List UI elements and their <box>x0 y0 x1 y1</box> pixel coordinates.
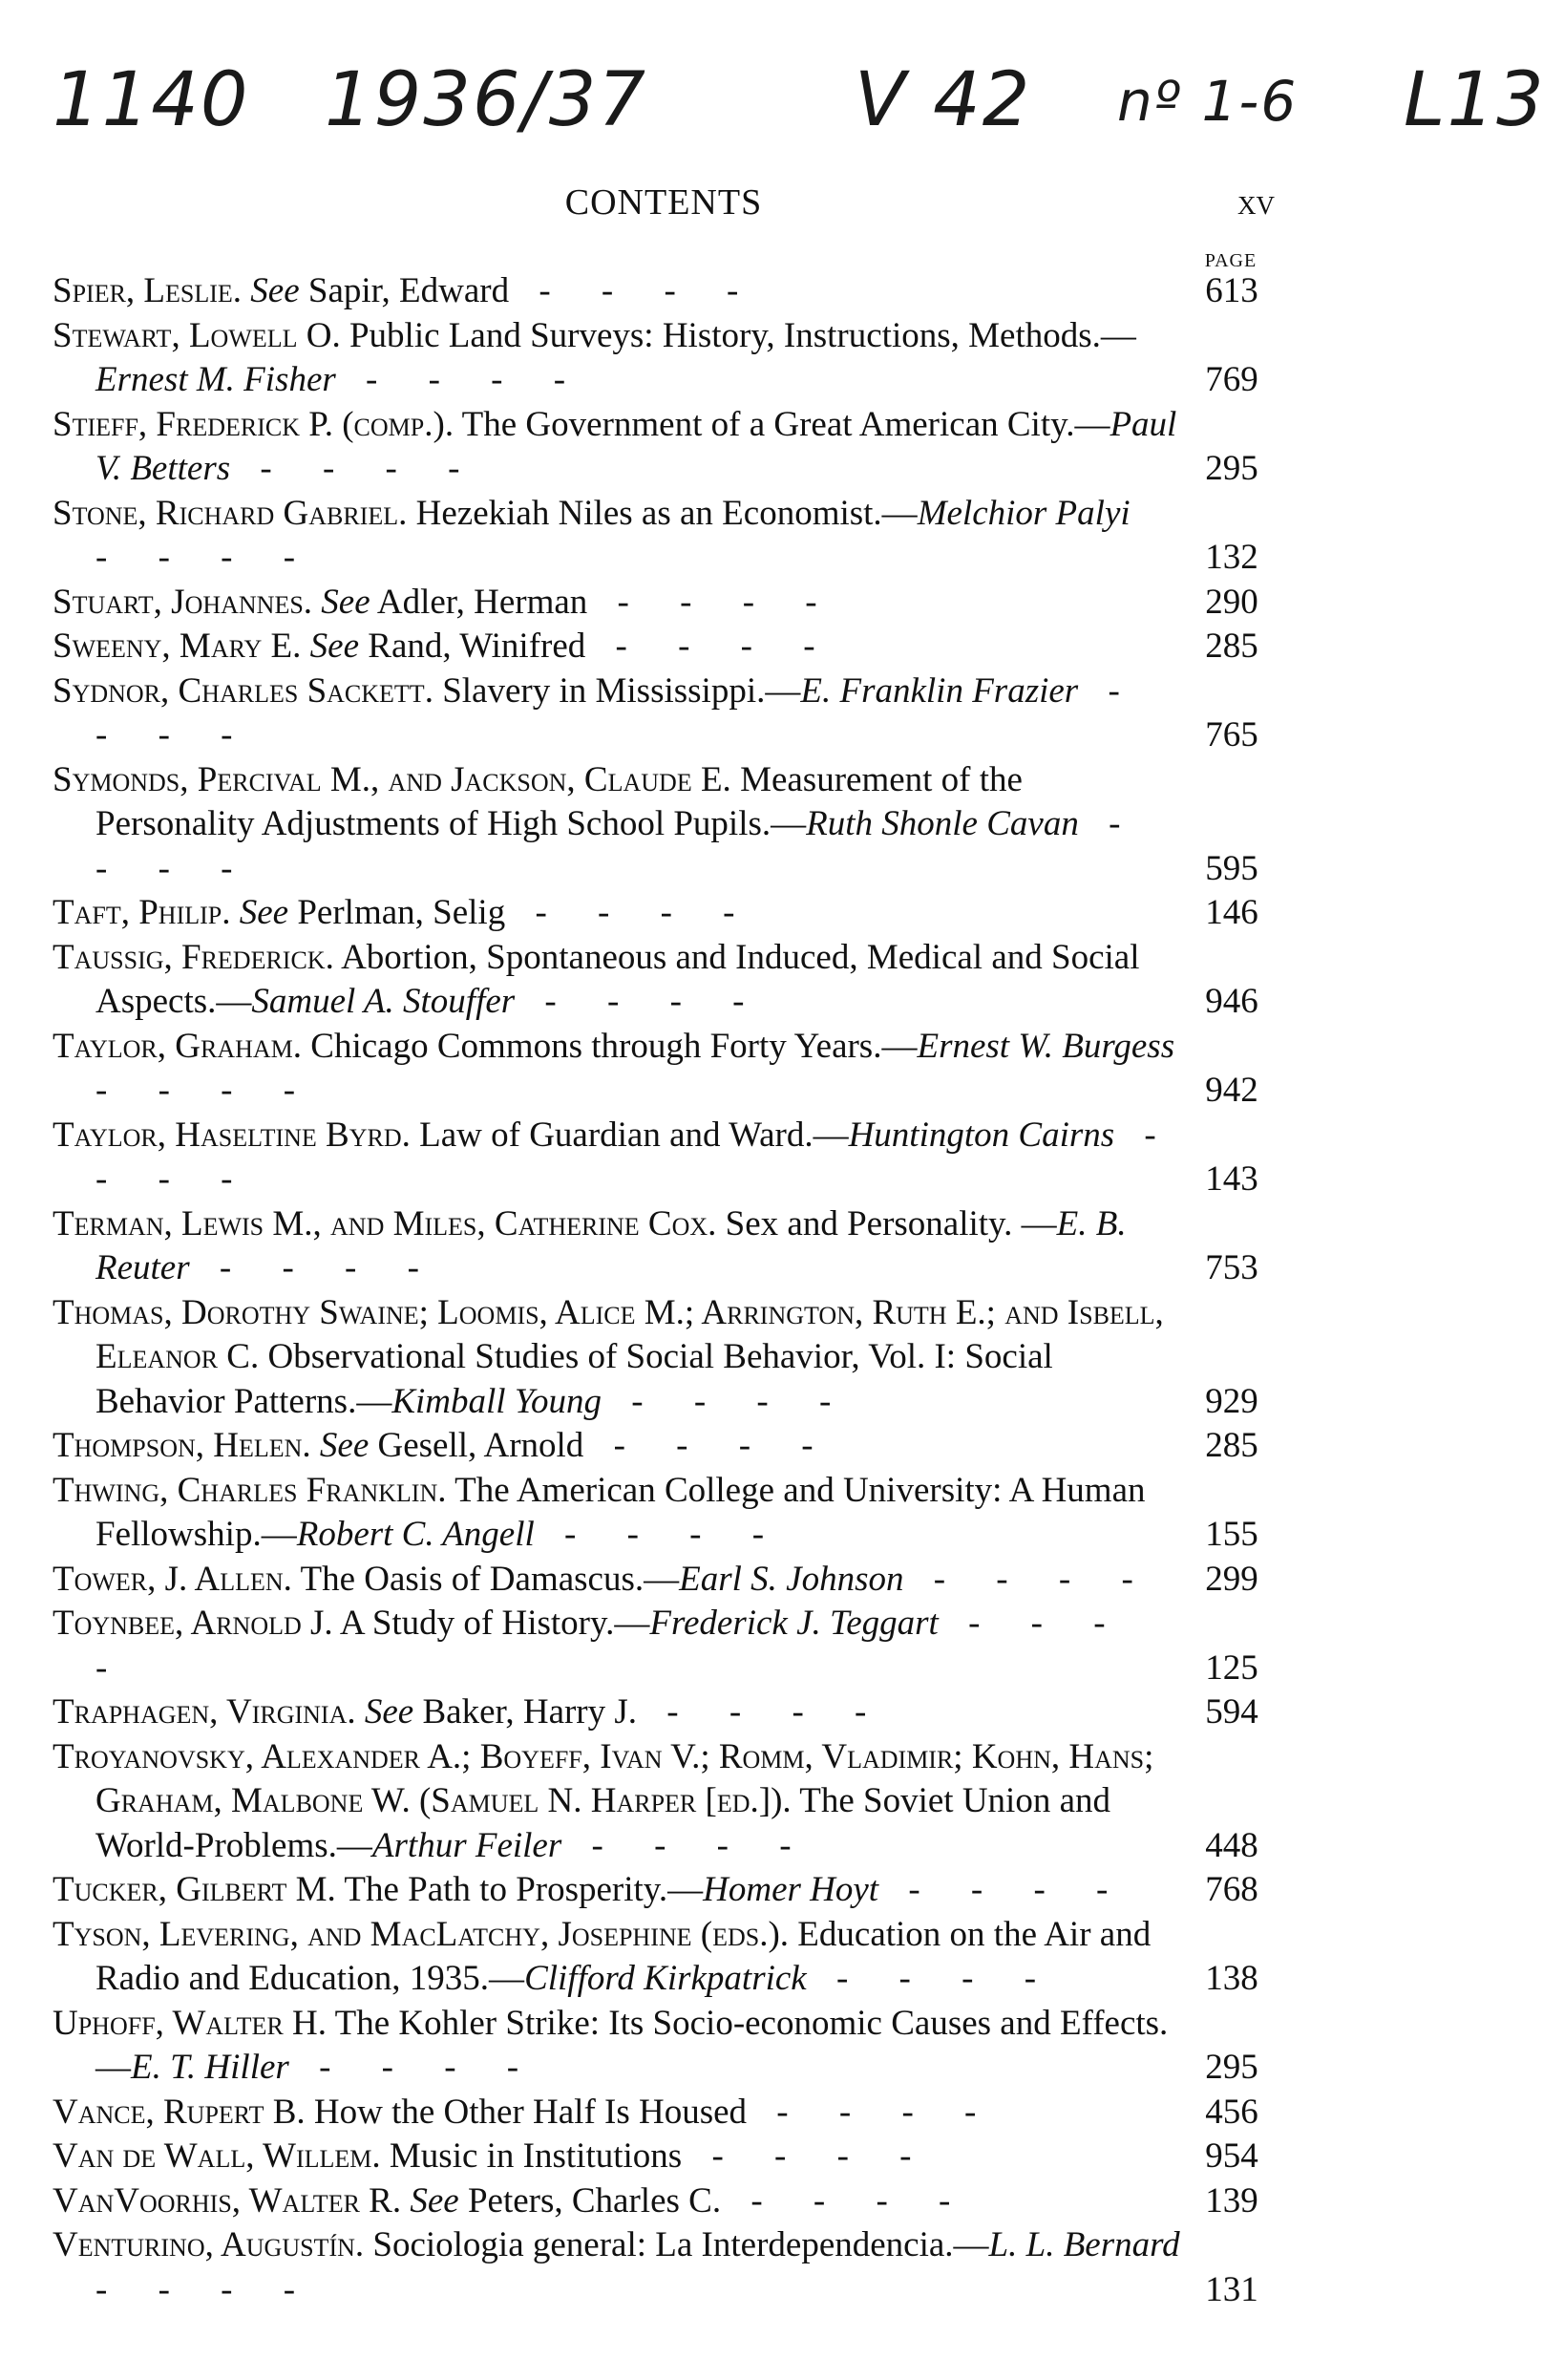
entry-author: Toynbee, Arnold J. <box>53 1604 333 1643</box>
contents-entry <box>53 1025 1275 1114</box>
entry-text <box>53 625 1275 669</box>
contents-entry <box>53 669 1275 758</box>
entry-title: See Gesell, Arnold <box>319 1426 584 1465</box>
contents-entry <box>53 1558 1275 1603</box>
entry-author: Stone, Richard Gabriel. <box>53 493 408 533</box>
entry-page-number: 942 <box>1205 1071 1258 1110</box>
contents-entry <box>53 269 1275 314</box>
entry-text <box>53 403 1275 492</box>
entry-title: Abortion, Spontaneous and Induced, Medical and Social Aspects.— <box>95 937 1140 1021</box>
contents-entry <box>53 625 1275 669</box>
entry-reviewer: Earl S. Johnson <box>679 1559 904 1599</box>
entry-text <box>53 2179 1275 2224</box>
entry-page-number: 765 <box>1205 715 1258 754</box>
entry-reviewer: L. L. Bernard <box>988 2225 1180 2264</box>
entry-page-number: 139 <box>1205 2180 1258 2221</box>
entry-page-number: 299 <box>1205 1559 1258 1599</box>
entry-title: The Government of a Great American City.— <box>461 404 1110 444</box>
entry-page-number: 613 <box>1205 271 1258 310</box>
entry-text <box>53 1291 1275 1425</box>
entry-title: Slavery in Mississippi.— <box>442 670 801 711</box>
entry-title: Music in Institutions <box>389 2136 683 2176</box>
leader-dashes: - - - - <box>95 1071 317 1110</box>
entry-author: Tower, J. Allen. <box>53 1559 292 1599</box>
entry-author: Van de Wall, Willem. <box>53 2136 381 2176</box>
entry-title: The American College and University: A Human Fellowship.— <box>95 1470 1146 1554</box>
contents-entry <box>53 1202 1275 1291</box>
contents-entry <box>53 581 1275 626</box>
contents-entry <box>53 2002 1275 2091</box>
contents-entry <box>53 891 1275 936</box>
entry-page-number: 131 <box>1205 2269 1258 2309</box>
leader-dashes: - - - - <box>806 1959 1058 1998</box>
leader-dashes: - - - - <box>95 538 317 577</box>
entry-title: See Rand, Winifred <box>309 627 586 666</box>
entry-title: How the Other Half Is Housed <box>313 2092 748 2132</box>
entry-title: Observational Studies of Social Behavior, Vol. I: Social Behavior Patterns.— <box>95 1337 1053 1421</box>
entry-text <box>53 758 1275 892</box>
entry-reviewer: E. T. Hiller <box>131 2048 289 2087</box>
entry-text <box>53 1690 1275 1735</box>
entry-reviewer: Kimball Young <box>391 1381 602 1421</box>
entry-reviewer: Ernest M. Fisher <box>95 360 336 399</box>
entry-title: See Peters, Charles C. <box>410 2180 722 2221</box>
entry-author: Sydnor, Charles Sackett. <box>53 670 433 711</box>
entry-title: Sociologia general: La Interdependencia.— <box>372 2225 989 2264</box>
entry-page-number: 594 <box>1205 1692 1258 1732</box>
leader-dashes: - - - - <box>95 2269 317 2309</box>
entry-page-number: 290 <box>1205 582 1258 622</box>
contents-entry <box>53 1690 1275 1735</box>
entry-reviewer: Ruth Shonle Cavan <box>806 804 1079 843</box>
entry-reviewer: Robert C. Angell <box>296 1515 535 1554</box>
handwritten-note: 1936/37 <box>325 57 648 143</box>
contents-entry <box>53 1291 1275 1425</box>
leader-dashes: - - - - <box>95 670 1141 754</box>
entry-title: The Kohler Strike: Its Socio-economic Causes and Effects.— <box>95 2003 1169 2087</box>
entry-page-number: 125 <box>1205 1647 1258 1688</box>
entry-page-number: 954 <box>1205 2136 1258 2176</box>
entry-text <box>53 492 1275 581</box>
contents-entry <box>53 314 1275 403</box>
entry-text <box>53 1025 1275 1114</box>
entry-page-number: 285 <box>1205 627 1258 666</box>
leader-dashes: - - - - <box>509 271 760 310</box>
leader-dashes: - - - - <box>534 1515 786 1554</box>
contents-entry <box>53 1602 1275 1690</box>
entry-reviewer: Melchior Palyi <box>917 493 1131 533</box>
entry-page-number: 595 <box>1205 848 1258 888</box>
entry-text <box>53 1735 1275 1869</box>
entry-author: Taylor, Graham. <box>53 1026 303 1066</box>
entry-text <box>53 2091 1275 2136</box>
contents-entry <box>53 1913 1275 2002</box>
leader-dashes: - - - - <box>95 1604 1127 1688</box>
entry-page-number: 768 <box>1205 1870 1258 1909</box>
entry-author: Traphagen, Virginia. <box>53 1692 356 1732</box>
entry-author: Stewart, Lowell O. <box>53 315 341 355</box>
entry-page-number: 456 <box>1205 2092 1258 2132</box>
contents-entry <box>53 758 1275 892</box>
entry-title: See Perlman, Selig <box>239 893 506 932</box>
handwritten-note: nº 1-6 <box>1117 69 1299 134</box>
entry-text <box>53 1913 1275 2002</box>
entry-page-number: 155 <box>1205 1515 1258 1554</box>
entry-title: A Study of History.— <box>339 1604 650 1643</box>
entry-author: Sweeny, Mary E. <box>53 627 302 666</box>
entry-page-number: 146 <box>1205 893 1258 932</box>
leader-dashes: - - - - <box>230 449 481 488</box>
entry-page-number: 143 <box>1205 1159 1258 1199</box>
leader-dashes: - - - - <box>95 804 1142 888</box>
entry-author: Uphoff, Walter H. <box>53 2003 328 2043</box>
leader-dashes: - - - - <box>637 1692 888 1732</box>
entry-text <box>53 2135 1275 2179</box>
entry-author: Terman, Lewis M., and Miles, Catherine Cox. <box>53 1203 717 1243</box>
contents-entry <box>53 2135 1275 2179</box>
entry-text <box>53 1202 1275 1291</box>
leader-dashes: - - - - <box>505 893 756 932</box>
entry-title: The Soviet Union and World-Problems.— <box>95 1781 1111 1865</box>
leader-dashes: - - - - <box>878 1870 1130 1909</box>
leader-dashes: - - - - <box>585 627 836 666</box>
leader-dashes: - - - - <box>583 1426 835 1465</box>
entry-reviewer: Clifford Kirkpatrick <box>524 1959 807 1998</box>
contents-entry <box>53 2091 1275 2136</box>
handwritten-note: 1140 <box>53 57 250 143</box>
entry-page-number: 946 <box>1205 982 1258 1021</box>
contents-entry <box>53 1424 1275 1469</box>
contents-entry <box>53 1735 1275 1869</box>
entry-title: Hezekiah Niles as an Economist.— <box>415 493 918 533</box>
contents-entry <box>53 1469 1275 1558</box>
contents-entry <box>53 1114 1275 1202</box>
entry-page-number: 138 <box>1205 1959 1258 1998</box>
leader-dashes: - - - - <box>587 582 838 622</box>
entry-reviewer: Paul V. Betters <box>95 404 1177 488</box>
contents-list <box>53 269 1275 2312</box>
entry-author: Thwing, Charles Franklin. <box>53 1470 447 1510</box>
entry-reviewer: Samuel A. Stouffer <box>251 982 516 1021</box>
entry-title: Chicago Commons through Forty Years.— <box>310 1026 918 1066</box>
entry-author: Tyson, Levering, and MacLatchy, Josephine (eds.). <box>53 1914 790 1954</box>
entry-author: VanVoorhis, Walter R. <box>53 2180 402 2221</box>
entry-page-number: 448 <box>1205 1825 1258 1865</box>
leader-dashes: - - - - <box>747 2092 998 2132</box>
entry-author: Thompson, Helen. <box>53 1426 311 1465</box>
entry-reviewer: Ernest W. Burgess <box>917 1026 1175 1066</box>
entry-page-number: 753 <box>1205 1248 1258 1287</box>
entry-text <box>53 581 1275 626</box>
entry-title: Education on the Air and Radio and Education, 1935.— <box>95 1914 1152 1998</box>
entry-reviewer: Arthur Feiler <box>371 1825 562 1865</box>
entry-reviewer: Huntington Cairns <box>848 1115 1115 1155</box>
leader-dashes: - - - - <box>515 982 766 1021</box>
entry-title: See Sapir, Edward <box>250 271 510 310</box>
entry-author: Symonds, Percival M., and Jackson, Claude E. <box>53 759 731 799</box>
entry-text <box>53 936 1275 1025</box>
entry-text <box>53 1602 1275 1690</box>
contents-entry <box>53 492 1275 581</box>
handwritten-annotations <box>0 0 1564 181</box>
entry-title: The Oasis of Damascus.— <box>300 1559 680 1599</box>
entry-page-number: 132 <box>1205 538 1258 577</box>
entry-text <box>53 1114 1275 1202</box>
leader-dashes: - - - - <box>335 360 587 399</box>
contents-entry <box>53 1868 1275 1913</box>
entry-author: Taussig, Frederick. <box>53 937 334 977</box>
entry-page-number: 295 <box>1205 2048 1258 2087</box>
entry-title: See Adler, Herman <box>321 582 588 622</box>
entry-reviewer: Homer Hoyt <box>703 1870 879 1909</box>
page-header <box>53 181 1275 239</box>
entry-page-number: 285 <box>1205 1426 1258 1465</box>
contents-entry <box>53 403 1275 492</box>
entry-text <box>53 891 1275 936</box>
leader-dashes: - - - - <box>288 2048 540 2087</box>
entry-author: Stuart, Johannes. <box>53 582 313 622</box>
entry-title: The Path to Prosperity.— <box>344 1870 704 1909</box>
handwritten-note: L13 <box>1404 57 1546 143</box>
entry-author: Spier, Leslie. <box>53 271 243 310</box>
entry-title: Sex and Personality. — <box>725 1203 1057 1243</box>
entry-title: Public Land Surveys: History, Instructions, Methods.— <box>349 315 1136 355</box>
entry-text <box>53 1424 1275 1469</box>
entry-text <box>53 1868 1275 1913</box>
entry-author: Taylor, Haseltine Byrd. <box>53 1115 411 1155</box>
entry-reviewer: E. Franklin Frazier <box>800 670 1079 711</box>
entry-author: Tucker, Gilbert M. <box>53 1870 336 1909</box>
leader-dashes: - - - - <box>903 1559 1154 1599</box>
entry-reviewer: E. B. Reuter <box>95 1203 1127 1287</box>
entry-title: Law of Guardian and Ward.— <box>419 1115 849 1155</box>
leader-dashes: - - - - <box>721 2180 972 2221</box>
entry-author: Vance, Rupert B. <box>53 2092 306 2132</box>
entry-page-number: 295 <box>1205 449 1258 488</box>
leader-dashes: - - - - <box>561 1825 813 1865</box>
entry-text <box>53 1469 1275 1558</box>
entry-page-number: 769 <box>1205 360 1258 399</box>
leader-dashes: - - - - <box>602 1381 853 1421</box>
leader-dashes: - - - - <box>189 1248 440 1287</box>
entry-page-number: 929 <box>1205 1381 1258 1421</box>
entry-author: Stieff, Frederick P. (comp.). <box>53 404 454 444</box>
contents-entry <box>53 936 1275 1025</box>
handwritten-note: V 42 <box>855 57 1032 143</box>
leader-dashes: - - - - <box>95 1115 1177 1199</box>
entry-text <box>53 269 1275 314</box>
entry-text <box>53 314 1275 403</box>
contents-entry <box>53 2223 1275 2312</box>
entry-text <box>53 2223 1275 2312</box>
entry-text <box>53 669 1275 758</box>
contents-entry <box>53 2179 1275 2224</box>
entry-title: Measurement of the Personality Adjustments of High School Pupils.— <box>95 759 1023 843</box>
leader-dashes: - - - - <box>682 2136 933 2176</box>
entry-text <box>53 1558 1275 1603</box>
page-column-heading: PAGE <box>1204 250 1258 271</box>
page-title: CONTENTS <box>564 182 763 223</box>
page-folio: xv <box>1237 182 1275 223</box>
entry-author: Thomas, Dorothy Swaine; Loomis, Alice M.; Arrington, Ruth E.; and Isbell, Eleanor C. <box>53 1292 1164 1376</box>
entry-title: See Baker, Harry J. <box>364 1692 638 1732</box>
entry-author: Venturino, Augustín. <box>53 2225 365 2264</box>
entry-reviewer: Frederick J. Teggart <box>649 1604 939 1643</box>
entry-author: Troyanovsky, Alexander A.; Boyeff, Ivan V.; Romm, Vladimir; Kohn, Hans; Graham, Malbone W. (Samuel N. Harper [ed.]). <box>53 1736 1154 1820</box>
entry-author: Taft, Philip. <box>53 893 231 932</box>
entry-text <box>53 2002 1275 2091</box>
